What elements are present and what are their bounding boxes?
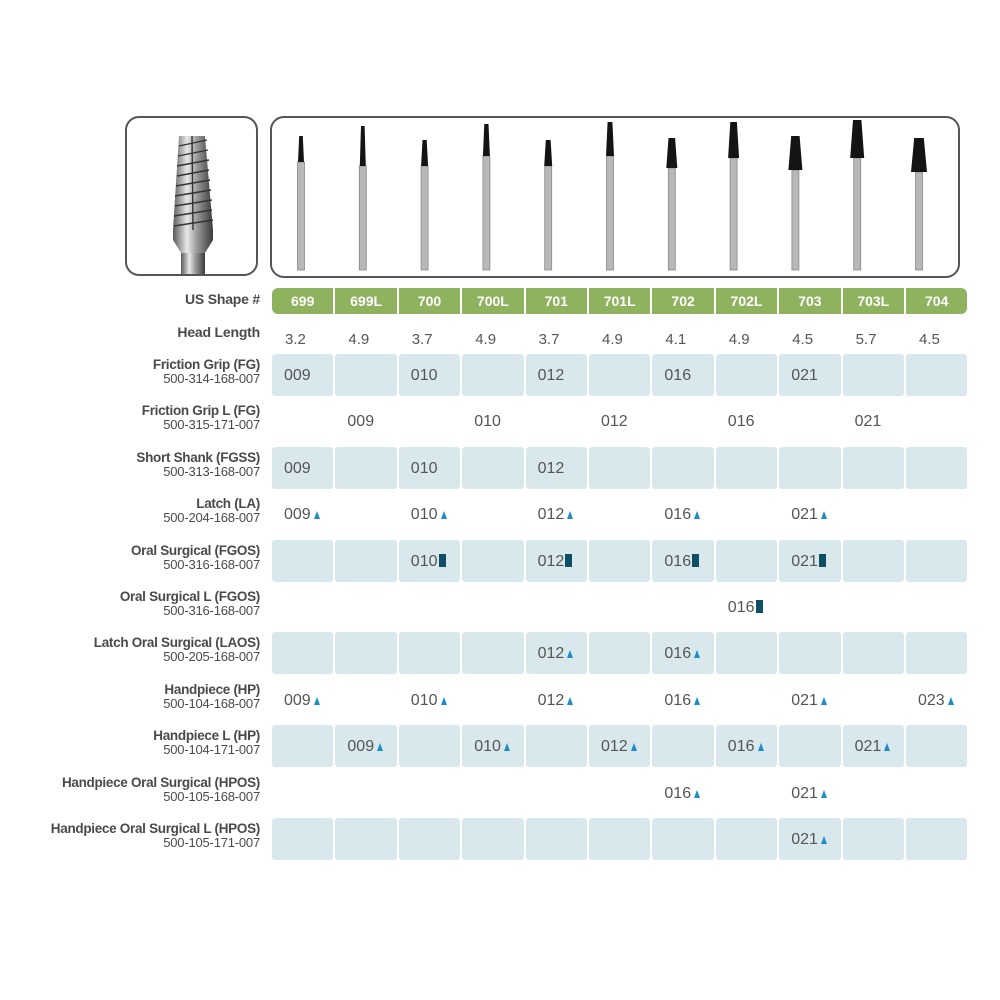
table-cell-value xyxy=(855,737,891,757)
bur-closeup-icon xyxy=(127,118,258,276)
table-cell-bg xyxy=(589,447,650,489)
table-cell-bg xyxy=(462,540,523,582)
row-name: Oral Surgical (FGOS) xyxy=(130,542,260,558)
table-cell-value xyxy=(538,644,574,664)
square-marker-icon xyxy=(819,554,826,567)
part-suffix: 016 xyxy=(664,552,692,570)
table-cell-value xyxy=(918,691,954,711)
shape-header-cell: 700L xyxy=(462,288,523,314)
row-part-number: 500-313-168-007 xyxy=(163,463,260,479)
table-cell-value xyxy=(474,412,501,432)
part-suffix: 016 xyxy=(727,738,755,756)
table-cell-bg xyxy=(652,447,713,489)
triangle-marker-icon xyxy=(821,790,827,798)
shape-header-cell: 703 xyxy=(779,288,840,314)
part-suffix: 012 xyxy=(537,645,565,663)
head-length-value: 4.5 xyxy=(792,331,814,348)
table-cell-value xyxy=(601,737,637,757)
shape-header-cell: 703L xyxy=(843,288,904,314)
table-cell-bg xyxy=(779,447,840,489)
table-cell-bg xyxy=(652,725,713,767)
row-label xyxy=(0,451,260,479)
triangle-marker-icon xyxy=(884,743,890,751)
table-cell-value xyxy=(728,598,763,618)
bur-icon xyxy=(544,140,552,270)
table-cell-value xyxy=(347,412,374,432)
part-suffix: 012 xyxy=(537,552,565,570)
table-cell-value xyxy=(474,737,510,757)
table-cell-bg xyxy=(526,818,587,860)
triangle-marker-icon xyxy=(694,650,700,658)
square-marker-icon xyxy=(756,600,763,613)
row-name: Handpiece Oral Surgical (HPOS) xyxy=(61,774,260,790)
row-part-number: 500-314-168-007 xyxy=(163,371,260,386)
row-name: Friction Grip (FG) xyxy=(152,357,260,372)
part-suffix: 016 xyxy=(727,413,755,431)
bur-icon xyxy=(483,124,490,270)
bur-icon xyxy=(911,138,927,270)
shape-header-cell: 702 xyxy=(652,288,713,314)
table-cell-value xyxy=(538,459,565,479)
part-suffix: 012 xyxy=(537,367,565,384)
table-cell-value xyxy=(411,459,438,479)
table-cell-bg xyxy=(843,540,904,582)
shape-header-cell: 701L xyxy=(589,288,650,314)
table-cell-bg xyxy=(462,447,523,489)
table-cell-bg xyxy=(272,725,333,767)
bur-closeup-image xyxy=(125,116,258,276)
table-cell-bg xyxy=(399,818,460,860)
table-cell-bg xyxy=(843,632,904,674)
triangle-marker-icon xyxy=(694,697,700,705)
table-cell-value xyxy=(664,691,700,711)
table-cell-bg xyxy=(399,725,460,767)
bur-icon xyxy=(359,126,366,270)
part-suffix: 021 xyxy=(854,413,882,431)
part-suffix: 021 xyxy=(791,367,818,384)
part-suffix: 010 xyxy=(410,367,438,384)
table-cell-value xyxy=(538,366,565,386)
part-suffix: 010 xyxy=(474,738,501,756)
row-label xyxy=(0,776,260,804)
row-label xyxy=(0,683,260,711)
part-suffix: 016 xyxy=(727,599,755,616)
part-suffix: 010 xyxy=(410,506,438,524)
table-cell-value xyxy=(791,552,826,572)
table-cell-bg xyxy=(716,632,777,674)
row-name: Handpiece (HP) xyxy=(164,681,260,697)
bur-icon xyxy=(298,136,305,270)
triangle-marker-icon xyxy=(314,511,320,519)
row-label xyxy=(0,358,260,386)
part-suffix: 021 xyxy=(791,691,818,709)
head-length-value: 3.2 xyxy=(285,331,306,348)
table-cell-value xyxy=(538,505,574,525)
part-suffix: 012 xyxy=(537,459,565,477)
table-cell-bg xyxy=(843,818,904,860)
table-cell-bg xyxy=(589,540,650,582)
bur-icon xyxy=(606,122,614,270)
row-label xyxy=(0,544,260,572)
table-cell-value xyxy=(664,505,700,525)
row-name: Latch (LA) xyxy=(196,496,260,512)
table-cell-bg xyxy=(779,725,840,767)
table-cell-value xyxy=(664,366,691,386)
table-cell-value xyxy=(411,366,438,386)
part-suffix: 021 xyxy=(791,552,818,570)
row-label xyxy=(0,636,260,664)
part-suffix: 012 xyxy=(537,506,565,524)
triangle-marker-icon xyxy=(694,790,700,798)
part-suffix: 010 xyxy=(410,691,438,709)
table-cell-bg xyxy=(779,632,840,674)
row-part-number: 500-104-171-007 xyxy=(163,742,260,758)
table-cell-bg xyxy=(843,354,904,396)
row-label xyxy=(0,729,260,757)
shape-header-cell: 701 xyxy=(526,288,587,314)
bur-icon xyxy=(728,122,739,270)
square-marker-icon xyxy=(565,554,572,567)
head-length-value: 4.9 xyxy=(728,331,750,348)
head-length-value: 4.9 xyxy=(348,331,370,348)
table-cell-bg xyxy=(335,447,396,489)
shape-header-cell: 700 xyxy=(399,288,460,314)
table-cell-bg xyxy=(526,725,587,767)
row-part-number: 500-316-168-007 xyxy=(163,556,260,572)
triangle-marker-icon xyxy=(441,511,447,519)
table-cell-bg xyxy=(906,540,967,582)
part-suffix: 016 xyxy=(664,645,692,663)
part-suffix: 009 xyxy=(284,691,311,709)
part-suffix: 012 xyxy=(601,738,628,756)
table-cell-bg xyxy=(589,354,650,396)
table-cell-bg xyxy=(589,818,650,860)
table-cell-bg xyxy=(716,447,777,489)
table-cell-value xyxy=(791,691,827,711)
triangle-marker-icon xyxy=(821,697,827,705)
row-part-number: 500-105-168-007 xyxy=(163,788,260,804)
table-cell-bg xyxy=(652,818,713,860)
bur-icon xyxy=(421,140,428,270)
triangle-marker-icon xyxy=(821,836,827,844)
triangle-marker-icon xyxy=(441,697,447,705)
table-cell-value xyxy=(347,737,383,757)
table-cell-value xyxy=(664,552,699,572)
part-suffix: 012 xyxy=(537,691,565,709)
part-suffix: 016 xyxy=(664,367,692,384)
table-cell-value xyxy=(791,366,818,386)
triangle-marker-icon xyxy=(314,697,320,705)
square-marker-icon xyxy=(439,554,446,567)
table-cell-bg xyxy=(716,540,777,582)
part-suffix: 009 xyxy=(284,506,311,524)
row-label xyxy=(0,590,260,618)
table-cell-bg xyxy=(335,354,396,396)
head-length-value: 4.9 xyxy=(602,331,623,348)
table-cell-bg xyxy=(272,818,333,860)
table-cell-value xyxy=(411,552,446,572)
bur-icon xyxy=(666,138,677,270)
shape-header-cell: 704 xyxy=(906,288,967,314)
table-cell-bg xyxy=(906,632,967,674)
us-shape-label: US Shape # xyxy=(184,291,260,307)
table-cell-bg xyxy=(335,818,396,860)
part-suffix: 009 xyxy=(284,459,311,477)
triangle-marker-icon xyxy=(567,650,573,658)
part-suffix: 021 xyxy=(791,784,818,802)
table-cell-bg xyxy=(716,354,777,396)
row-name: Handpiece Oral Surgical L (HPOS) xyxy=(50,821,260,836)
table-cell-bg xyxy=(335,540,396,582)
part-suffix: 023 xyxy=(918,691,945,709)
part-suffix: 009 xyxy=(347,413,375,431)
table-cell-bg xyxy=(906,818,967,860)
part-suffix: 012 xyxy=(601,413,628,431)
part-suffix: 016 xyxy=(664,784,692,802)
table-cell-value xyxy=(538,691,574,711)
shape-header-cell: 699L xyxy=(335,288,396,314)
bur-lineup-icons xyxy=(272,118,958,276)
part-suffix: 016 xyxy=(664,691,692,709)
head-length-label: Head Length xyxy=(177,324,260,340)
table-cell-value xyxy=(728,737,764,757)
row-part-number: 500-315-171-007 xyxy=(163,417,260,433)
part-suffix: 010 xyxy=(474,413,501,431)
triangle-marker-icon xyxy=(758,743,764,751)
table-cell-bg xyxy=(272,540,333,582)
table-cell-bg xyxy=(906,354,967,396)
part-suffix: 010 xyxy=(410,552,438,570)
triangle-marker-icon xyxy=(567,511,573,519)
row-label xyxy=(0,497,260,525)
table-cell-bg xyxy=(272,632,333,674)
triangle-marker-icon xyxy=(631,743,637,751)
part-suffix: 009 xyxy=(347,738,375,756)
table-cell-value xyxy=(284,505,320,525)
triangle-marker-icon xyxy=(694,511,700,519)
head-length-value: 4.5 xyxy=(919,331,940,348)
table-cell-value xyxy=(791,505,827,525)
row-part-number: 500-204-168-007 xyxy=(163,510,260,526)
triangle-marker-icon xyxy=(377,743,383,751)
row-name: Latch Oral Surgical (LAOS) xyxy=(93,635,260,651)
head-length-value: 5.7 xyxy=(855,331,877,348)
table-cell-value xyxy=(284,691,320,711)
table-cell-value xyxy=(791,830,827,850)
table-cell-value xyxy=(664,784,700,804)
table-cell-bg xyxy=(589,632,650,674)
table-cell-bg xyxy=(462,354,523,396)
row-part-number: 500-205-168-007 xyxy=(163,649,260,665)
bur-lineup-panel xyxy=(270,116,960,278)
table-cell-bg xyxy=(906,725,967,767)
part-suffix: 021 xyxy=(854,738,882,756)
triangle-marker-icon xyxy=(948,697,954,705)
shape-header-cell: 699 xyxy=(272,288,333,314)
triangle-marker-icon xyxy=(821,511,827,519)
row-name: Oral Surgical L (FGOS) xyxy=(119,589,260,604)
head-length-value: 4.1 xyxy=(665,331,687,348)
table-cell-value xyxy=(284,366,311,386)
table-cell-value xyxy=(791,784,827,804)
part-suffix: 009 xyxy=(284,367,311,384)
triangle-marker-icon xyxy=(504,743,510,751)
row-label xyxy=(0,822,260,850)
table-cell-value xyxy=(411,505,447,525)
row-part-number: 500-316-168-007 xyxy=(163,603,260,618)
table-cell-value xyxy=(855,412,882,432)
table-cell-bg xyxy=(462,632,523,674)
table-cell-bg xyxy=(843,447,904,489)
head-length-value: 3.7 xyxy=(411,331,433,348)
table-cell-value xyxy=(664,644,700,664)
table-cell-value xyxy=(601,412,628,432)
triangle-marker-icon xyxy=(567,697,573,705)
table-cell-value xyxy=(411,691,447,711)
head-length-value: 3.7 xyxy=(538,331,560,348)
row-label xyxy=(0,404,260,432)
table-cell-bg xyxy=(906,447,967,489)
part-suffix: 021 xyxy=(791,831,818,848)
shape-header-cell: 702L xyxy=(716,288,777,314)
part-suffix: 016 xyxy=(664,506,692,524)
row-part-number: 500-104-168-007 xyxy=(163,695,260,711)
table-cell-value xyxy=(284,459,311,479)
bur-icon xyxy=(788,136,802,270)
table-cell-bg xyxy=(716,818,777,860)
table-cell-value xyxy=(538,552,573,572)
row-name: Short Shank (FGSS) xyxy=(136,449,260,465)
row-name: Friction Grip L (FG) xyxy=(141,403,260,419)
square-marker-icon xyxy=(692,554,699,567)
part-suffix: 021 xyxy=(791,506,818,524)
bur-icon xyxy=(850,120,864,270)
table-cell-bg xyxy=(462,818,523,860)
table-cell-value xyxy=(728,412,755,432)
table-cell-bg xyxy=(335,632,396,674)
row-name: Handpiece L (HP) xyxy=(153,728,260,744)
head-length-value: 4.9 xyxy=(475,331,497,348)
part-suffix: 010 xyxy=(410,459,438,477)
row-part-number: 500-105-171-007 xyxy=(163,835,260,850)
table-cell-bg xyxy=(399,632,460,674)
